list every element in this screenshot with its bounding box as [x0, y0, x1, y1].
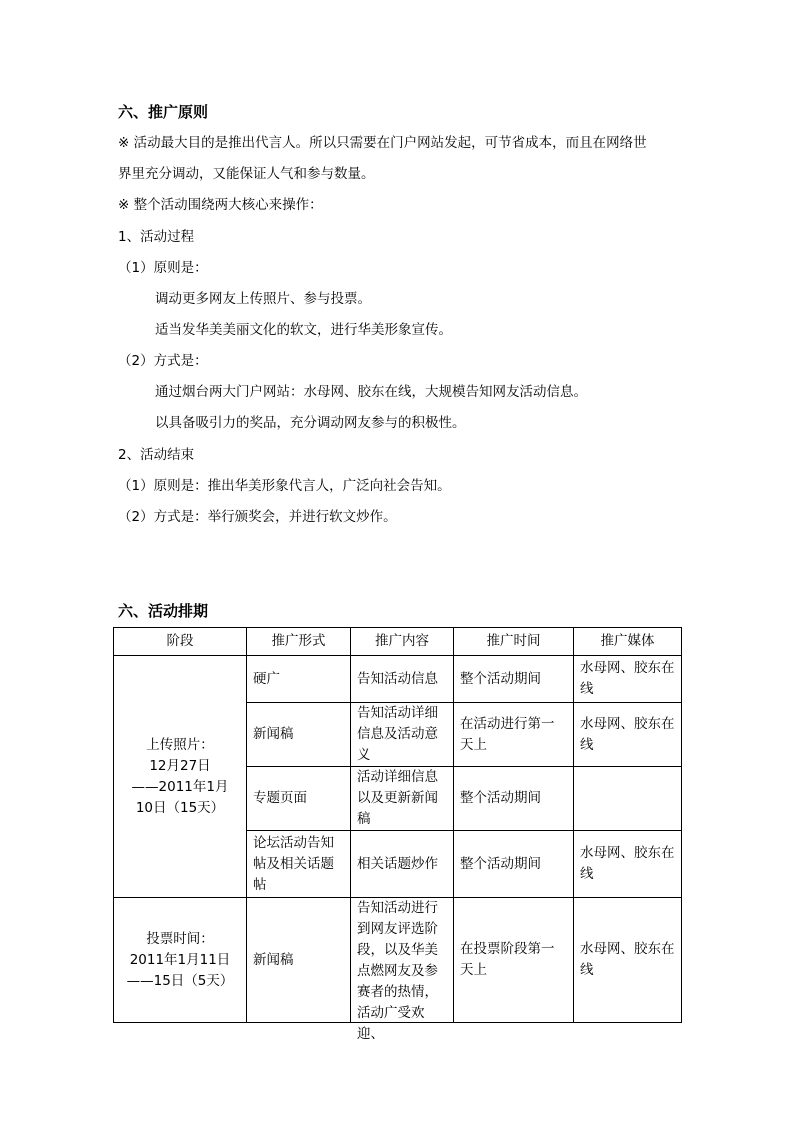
- content-cell: 相关话题炒作: [351, 831, 454, 898]
- content-cell: 告知活动信息: [351, 656, 454, 703]
- list-item-label: （1）原则是：: [118, 260, 208, 276]
- form-cell: 专题页面: [247, 767, 351, 831]
- content-cell: [351, 898, 454, 1042]
- content-cell: 告知活动详细信息及活动意义: [351, 703, 454, 767]
- form-cell: 新闻稿: [247, 898, 351, 1023]
- form-cell: 硬广: [247, 656, 351, 703]
- subheading-process: 1、活动过程: [118, 229, 195, 245]
- stage-label: 上传照片： 12月27日 ——2011年1月 10日（15天）: [131, 736, 229, 816]
- paragraph-line: 通过烟台两大门户网站：水母网、胶东在线，大规模告知网友活动信息。: [155, 384, 587, 400]
- media-cell: 水母网、胶东在线: [574, 656, 682, 703]
- section-heading-schedule: 六、活动排期: [118, 602, 209, 620]
- column-header: 推广媒体: [574, 628, 682, 656]
- time-cell: 整个活动期间: [454, 767, 574, 831]
- stage-cell: [114, 656, 247, 898]
- column-header: 推广时间: [454, 628, 574, 656]
- form-cell: 新闻稿: [247, 703, 351, 767]
- paragraph-line: 适当发华美美丽文化的软文，进行华美形象宣传。: [155, 322, 452, 338]
- time-cell: 在投票阶段第一天上: [454, 898, 574, 1023]
- subheading-end: 2、活动结束: [118, 447, 195, 463]
- column-header: 阶段: [114, 628, 247, 656]
- paragraph-line: 界里充分调动，又能保证人气和参与数量。: [118, 166, 375, 182]
- list-item-label: （2）方式是：: [118, 353, 208, 369]
- column-header: 推广内容: [351, 628, 454, 656]
- list-item-label: （1）原则是：推出华美形象代言人，广泛向社会告知。: [118, 478, 451, 494]
- table-row: [114, 656, 682, 703]
- schedule-table: [113, 627, 682, 1042]
- media-cell: 水母网、胶东在线: [574, 831, 682, 898]
- paragraph-line: 调动更多网友上传照片、参与投票。: [155, 291, 371, 307]
- stage-cell: [114, 898, 247, 1023]
- content-cell: 活动详细信息以及更新新闻稿: [351, 767, 454, 831]
- table-row: [114, 898, 682, 1023]
- paragraph-line: ※ 活动最大目的是推出代言人。所以只需要在门户网站发起，可节省成本，而且在网络世: [118, 135, 647, 151]
- media-cell: [574, 767, 682, 831]
- column-header: 推广形式: [247, 628, 351, 656]
- time-cell: 整个活动期间: [454, 831, 574, 898]
- list-item-label: （2）方式是：举行颁奖会，并进行软文炒作。: [118, 509, 397, 525]
- section-heading-principles: 六、推广原则: [118, 103, 209, 121]
- table-header-row: [114, 628, 682, 656]
- form-cell: 论坛活动告知帖及相关话题帖: [247, 831, 351, 898]
- media-cell: 水母网、胶东在线: [574, 898, 682, 1023]
- paragraph-line: ※ 整个活动围绕两大核心来操作：: [118, 197, 323, 213]
- time-cell: 整个活动期间: [454, 656, 574, 703]
- stage-label: 投票时间： 2011年1月11日 ——15日（5天）: [126, 930, 234, 989]
- content-text: 告知活动进行到网友评选阶段，以及华美点燃网友及参赛者的热情，活动广受欢迎、: [357, 900, 438, 1042]
- time-cell: 在活动进行第一天上: [454, 703, 574, 767]
- paragraph-line: 以具备吸引力的奖品，充分调动网友参与的积极性。: [155, 415, 466, 431]
- media-cell: 水母网、胶东在线: [574, 703, 682, 767]
